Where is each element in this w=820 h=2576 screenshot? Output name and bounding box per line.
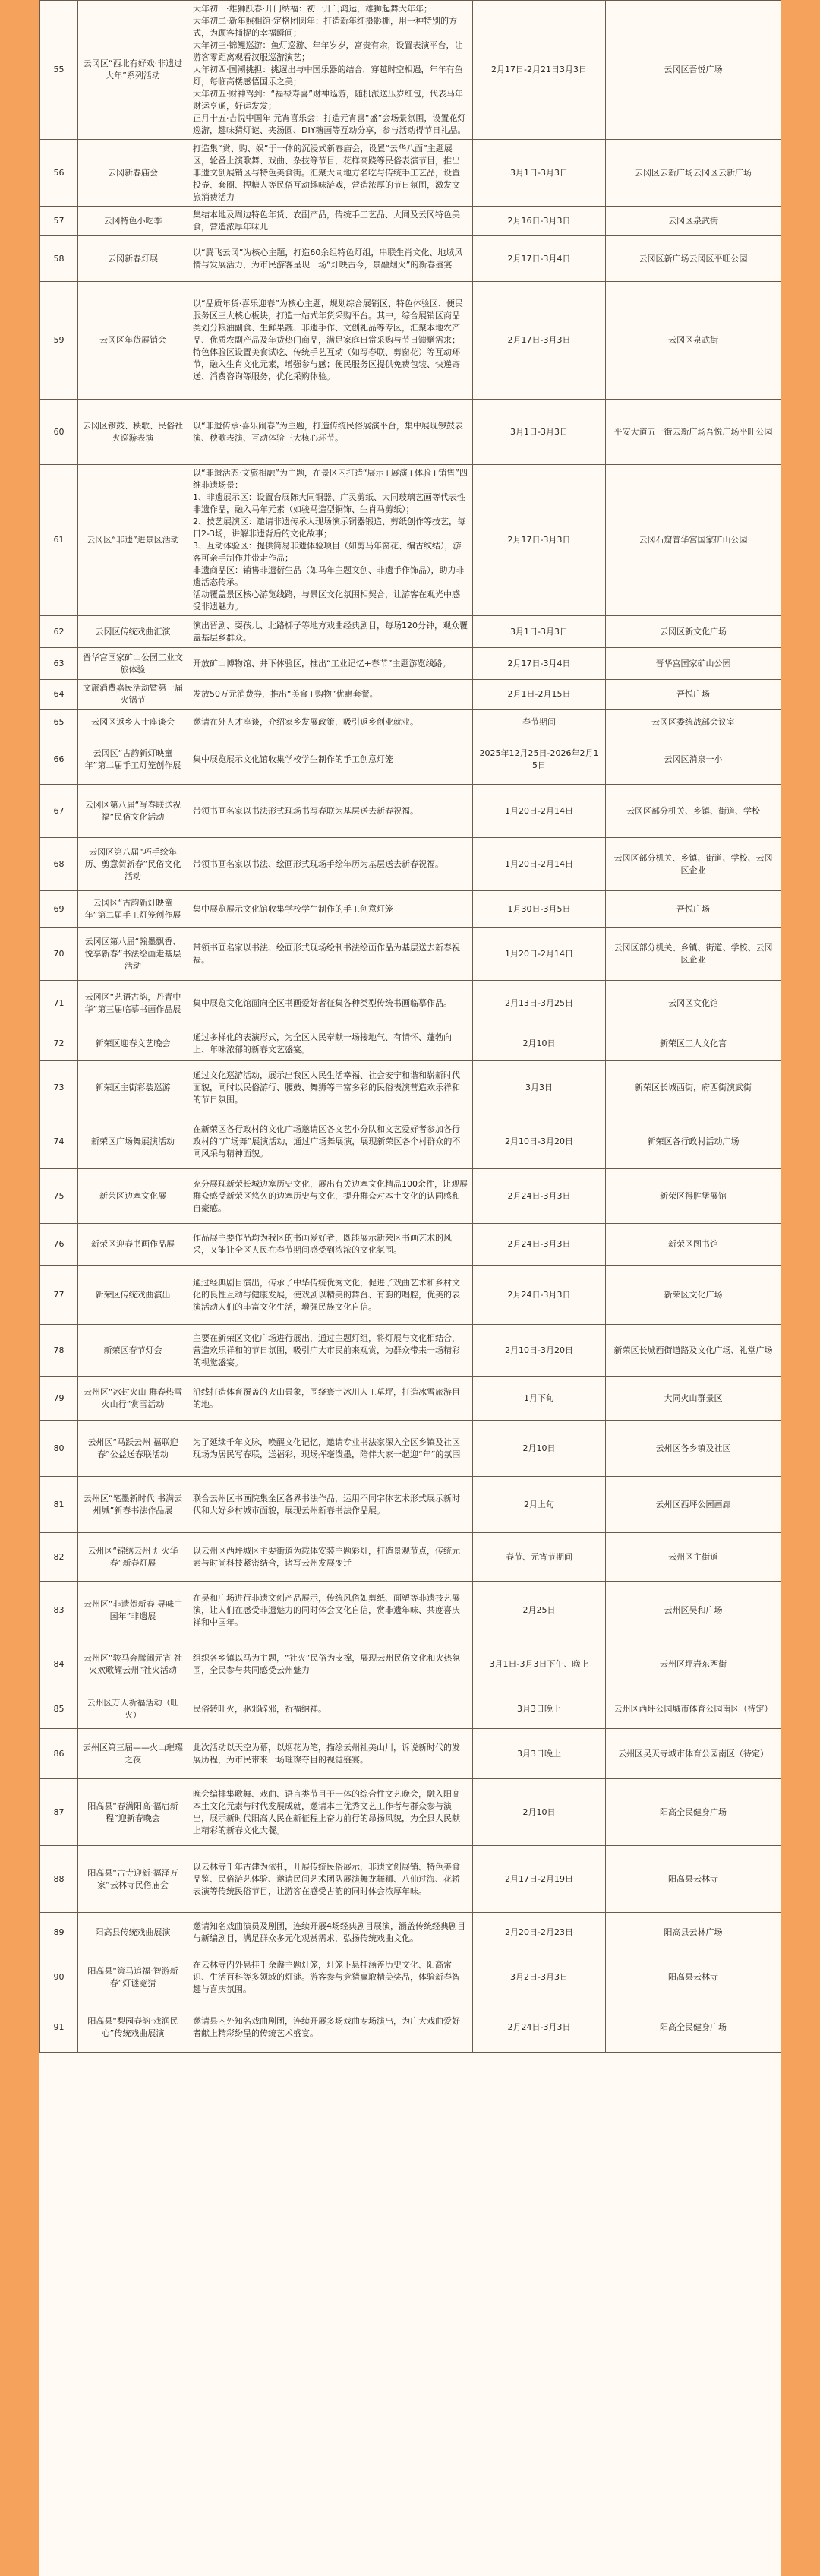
table-row xyxy=(40,1169,781,1224)
table-row xyxy=(40,1026,781,1061)
content-line: 打造集“赏、购、娱”于一体的沉浸式新春庙会，设置“云华八面”主题展区，轮番上演歌舞、戏曲、杂技等节目，花样高跷等民俗表演节目，推出非遗文创展销区与特色美食街。汇聚大同地方名吃与传统手工艺品，设置投壶、套圈、捏糖人等民俗互动趣味游戏，营造浓厚的节日氛围，激发文旅消费活力 xyxy=(193,143,460,202)
content-line: 邀请县内外知名戏曲剧团，连续开展多场戏曲专场演出，为广大戏曲爱好者献上精彩纷呈的传统艺术盛宴。 xyxy=(193,2015,460,2038)
activity-name: 云冈新春庙会 xyxy=(78,140,188,207)
activity-content xyxy=(188,735,473,785)
row-number: 86 xyxy=(40,1729,78,1779)
row-number: 80 xyxy=(40,1421,78,1477)
activity-name: 云冈特色小吃季 xyxy=(78,207,188,236)
table-row xyxy=(40,2002,781,2053)
content-line: 充分展现新荣长城边塞历史文化，展出有关边塞文化精品100余件，让观展群众感受新荣区悠久的边塞历史与文化，提升群众对本土文化的认同感和自豪感。 xyxy=(193,1178,468,1213)
activity-content xyxy=(188,282,473,400)
activity-content xyxy=(188,400,473,465)
activity-name: 云冈区“非遗”进景区活动 xyxy=(78,465,188,616)
activity-content xyxy=(188,1,473,140)
content-line: 大年初五·财神驾到：“福禄寿喜”财神巡游，随机派送压岁红包，代表马年财运亨通，好运发发； xyxy=(193,89,463,111)
activity-time: 3月3日晚上 xyxy=(473,1689,606,1729)
row-number: 82 xyxy=(40,1533,78,1582)
row-number: 63 xyxy=(40,648,78,680)
content-line: 通过文化巡游活动，展示出我区人民生活幸福、社会安宁和谐和崭新时代面貌，同时以民俗游行、腰鼓、舞狮等丰富多彩的民俗表演营造欢乐祥和的节日氛围。 xyxy=(193,1070,460,1105)
content-line: 此次活动以天空为幕，以烟花为笔，描绘云州社美山川，诉说新时代的发展历程，为市民带来一场璀璨夺目的视觉盛宴。 xyxy=(193,1742,460,1765)
activity-name: 云冈区“艺语古韵，丹青中华”第三届临摹书画作品展 xyxy=(78,981,188,1026)
table-row xyxy=(40,1639,781,1689)
activity-content xyxy=(188,680,473,710)
activity-time: 3月1日-3月3日 xyxy=(473,616,606,648)
activity-time: 2月17日-3月3日 xyxy=(473,465,606,616)
table-row xyxy=(40,785,781,838)
activity-place: 云冈区新文化广场 xyxy=(606,616,781,648)
content-line: 集中展览文化馆面向全区书画爱好者征集各种类型传统书画临摹作品。 xyxy=(193,997,452,1008)
table-row xyxy=(40,400,781,465)
activity-name: 云冈新春灯展 xyxy=(78,236,188,282)
table-row xyxy=(40,838,781,891)
row-number: 91 xyxy=(40,2002,78,2053)
activity-place: 新荣区得胜堡展馆 xyxy=(606,1169,781,1224)
row-number: 57 xyxy=(40,207,78,236)
activity-place: 吾悦广场 xyxy=(606,680,781,710)
content-line: 以云州区西坪城区主要街道为载体安装主题彩灯，打造景观节点，传统元素与时尚科技紧密结合，诸写云州发展变迁 xyxy=(193,1545,460,1568)
activity-content xyxy=(188,1114,473,1169)
row-number: 89 xyxy=(40,1913,78,1952)
activity-place: 云州区吴天寺城市体育公园南区（待定） xyxy=(606,1729,781,1779)
row-number: 70 xyxy=(40,928,78,981)
activity-place: 吾悦广场 xyxy=(606,891,781,928)
row-number: 87 xyxy=(40,1779,78,1846)
activity-time: 3月2日-3月3日 xyxy=(473,1952,606,2002)
table-row xyxy=(40,1266,781,1325)
activity-content xyxy=(188,1224,473,1266)
activity-place: 云州区西坪公园画廊 xyxy=(606,1477,781,1533)
table-row xyxy=(40,981,781,1026)
activity-name: 新荣区迎春文艺晚会 xyxy=(78,1026,188,1061)
activity-name: 新荣区边塞文化展 xyxy=(78,1169,188,1224)
content-line: 晚会编排集歌舞、戏曲、语言类节目于一体的综合性文艺晚会，融入阳高本土文化元素与时代发展成就，邀请本土优秀文艺工作者与群众参与演出，展示新时代阳高人民在新征程上奋力前行的昂扬风貌，为全县人民献上精彩的新春文化大餐。 xyxy=(193,1788,460,1835)
activity-name: 云州区“锦绣云州 灯火华春”新春灯展 xyxy=(78,1533,188,1582)
row-number: 74 xyxy=(40,1114,78,1169)
activity-time: 2025年12月25日-2026年2月15日 xyxy=(473,735,606,785)
table-row xyxy=(40,1729,781,1779)
activity-time: 2月17日-3月4日 xyxy=(473,236,606,282)
row-number: 77 xyxy=(40,1266,78,1325)
activity-place: 大同火山群景区 xyxy=(606,1377,781,1421)
table-row xyxy=(40,1582,781,1639)
activity-name: 文旅消费嘉民活动暨第一届火锅节 xyxy=(78,680,188,710)
activity-place: 云冈区文化馆 xyxy=(606,981,781,1026)
activity-content xyxy=(188,928,473,981)
activity-content xyxy=(188,1779,473,1846)
table-row xyxy=(40,680,781,710)
table-row xyxy=(40,140,781,207)
row-number: 61 xyxy=(40,465,78,616)
row-number: 69 xyxy=(40,891,78,928)
row-number: 60 xyxy=(40,400,78,465)
table-row xyxy=(40,1913,781,1952)
table-row xyxy=(40,1377,781,1421)
table-row xyxy=(40,1779,781,1846)
activity-name: 新荣区春节灯会 xyxy=(78,1325,188,1377)
activity-name: 阳高县“古寺迎新·福泽万家”云林寺民俗庙会 xyxy=(78,1846,188,1913)
activity-time: 2月24日-3月3日 xyxy=(473,1169,606,1224)
table-row xyxy=(40,735,781,785)
activity-time: 1月下旬 xyxy=(473,1377,606,1421)
table-row xyxy=(40,928,781,981)
activity-content xyxy=(188,1639,473,1689)
activity-time: 2月17日-3月3日 xyxy=(473,282,606,400)
activity-name: 云冈区“古韵新灯映童年”第二届手工灯笼创作展 xyxy=(78,891,188,928)
row-number: 55 xyxy=(40,1,78,140)
activity-name: 阳高县“春满阳高·福启新程”迎新春晚会 xyxy=(78,1779,188,1846)
table-row xyxy=(40,282,781,400)
activity-place: 云冈石窟普华宫国家矿山公园 xyxy=(606,465,781,616)
row-number: 76 xyxy=(40,1224,78,1266)
activity-name: 新荣区广场舞展演活动 xyxy=(78,1114,188,1169)
content-line: 民俗转旺火，驱邪辟邪，祈福纳祥。 xyxy=(193,1703,326,1714)
activity-name: 新荣区传统戏曲演出 xyxy=(78,1266,188,1325)
content-line: 3、互动体验区：提供简易非遗体验项目（如剪马年窗花、编古纹结），游客可亲手制作并带走作品； xyxy=(193,541,462,563)
activity-place: 新荣区文化广场 xyxy=(606,1266,781,1325)
activity-name: 阳高县“策马追福·智游新春”灯谜竞猜 xyxy=(78,1952,188,2002)
activity-place: 新荣区各行政村活动广场 xyxy=(606,1114,781,1169)
content-line: 带领书画名家以书法、绘画形式现场手绘年历为基层送去新春祝福。 xyxy=(193,858,443,869)
activity-content xyxy=(188,140,473,207)
content-line: 以“非遗活态·文旅相融”为主题，在景区内打造“展示+展演+体验+销售”四维非遗场景： xyxy=(193,468,468,490)
row-number: 90 xyxy=(40,1952,78,2002)
activity-table-body xyxy=(40,1,781,2053)
activity-name: 云冈区返乡人士座谈会 xyxy=(78,710,188,735)
row-number: 79 xyxy=(40,1377,78,1421)
activity-content xyxy=(188,1377,473,1421)
row-number: 68 xyxy=(40,838,78,891)
activity-content xyxy=(188,2002,473,2053)
activity-content xyxy=(188,1061,473,1114)
content-line: 集结本地及周边特色年货、农副产品，传统手工艺品、大同及云冈特色美食，营造浓厚年味儿 xyxy=(193,210,460,232)
activity-place: 云冈区委统战部会议室 xyxy=(606,710,781,735)
row-number: 56 xyxy=(40,140,78,207)
row-number: 58 xyxy=(40,236,78,282)
activity-name: 晋华宫国家矿山公园工业文旅体验 xyxy=(78,648,188,680)
activity-name: 云州区“冰封火山 群春热雪火山行”赏雪活动 xyxy=(78,1377,188,1421)
table-row xyxy=(40,1061,781,1114)
content-line: 为了延续千年文脉，唤醒文化记忆，邀请专业书法家深入全区乡镇及社区现场为居民写春联，送福彩，现场挥毫泼墨，陪伴大家一起迎“年”的氛围 xyxy=(193,1437,461,1459)
activity-time: 2月10日 xyxy=(473,1421,606,1477)
content-line: 作品展主要作品均为我区的书画爱好者，既能展示新荣区书画艺术的风采，又能让全区人民在春节期间感受到浓浓的文化氛围。 xyxy=(193,1233,452,1255)
activity-content xyxy=(188,1689,473,1729)
activity-time: 2月24日-3月3日 xyxy=(473,1266,606,1325)
activity-time: 3月1日-3月3日 xyxy=(473,140,606,207)
activity-content xyxy=(188,1582,473,1639)
activity-table xyxy=(39,0,781,2053)
table-row xyxy=(40,1114,781,1169)
activity-place: 平安大道五一街云新广场吾悦广场平旺公园 xyxy=(606,400,781,465)
activity-name: 云州区第三届——火山璀璨之夜 xyxy=(78,1729,188,1779)
activity-place: 云州区坪岩东西街 xyxy=(606,1639,781,1689)
activity-place: 阳高县云林寺 xyxy=(606,1952,781,2002)
activity-place: 云冈区部分机关、乡镇、街道、学校、云冈区企业 xyxy=(606,838,781,891)
content-line: 1、非遗展示区：设置台展陈大同铜器、广灵剪纸、大同玻璃艺画等代表性非遗作品，融入马年元素（如骏马造型铜饰、生肖马剪纸）； xyxy=(193,492,465,514)
activity-place: 云冈区吾悦广场 xyxy=(606,1,781,140)
table-row xyxy=(40,616,781,648)
activity-time: 2月20日-2月23日 xyxy=(473,1913,606,1952)
content-line: 大年初四·国潮挑担：挑遛出与中国乐器的结合，穿越时空相遇，年年有鱼灯，每临高楼感悟国乐之美； xyxy=(193,65,463,87)
content-line: 2、技艺展演区：邀请非遗传承人现场演示铜器锻造、剪纸创作等技艺，每日2-3场，讲解非遗背后的文化故事； xyxy=(193,517,465,539)
table-row xyxy=(40,710,781,735)
content-line: 活动覆盖景区核心游览线路，与景区文化氛围相契合，让游客在观光中感受非遗魅力。 xyxy=(193,589,460,612)
activity-name: 云冈区“西北有好戏·非遗过大年”系列活动 xyxy=(78,1,188,140)
row-number: 78 xyxy=(40,1325,78,1377)
activity-content xyxy=(188,1266,473,1325)
activity-name: 阳高县“梨园春韵·戏润民心”传统戏曲展演 xyxy=(78,2002,188,2053)
activity-content xyxy=(188,236,473,282)
activity-content xyxy=(188,1026,473,1061)
activity-time: 3月1日-3月3日 xyxy=(473,400,606,465)
content-line: 大年初二·新年照相馆·定格团圆年：打造新年红摄影棚，用一种特别的方式，为顾客捕捉的幸福瞬间； xyxy=(193,16,457,38)
activity-content xyxy=(188,1846,473,1913)
table-row xyxy=(40,1,781,140)
row-number: 59 xyxy=(40,282,78,400)
row-number: 81 xyxy=(40,1477,78,1533)
row-number: 72 xyxy=(40,1026,78,1061)
row-number: 88 xyxy=(40,1846,78,1913)
activity-content xyxy=(188,891,473,928)
content-line: 主要在新荣区文化广场进行展出，通过主题灯组，将灯展与文化相结合，营造欢乐祥和的节日氛围，吸引广大市民前来观赏，为群众带来一场精彩的视觉盛宴。 xyxy=(193,1332,460,1367)
activity-time: 2月10日 xyxy=(473,1026,606,1061)
content-line: 邀请在外人才座谈，介绍家乡发展政策，吸引返乡创业就业。 xyxy=(193,716,418,727)
row-number: 71 xyxy=(40,981,78,1026)
content-line: 发放50万元消费券，推出“美食+购物”优惠套餐。 xyxy=(193,689,378,699)
content-line: 开放矿山博物馆、井下体验区，推出“工业记忆+春节”主题游览线路。 xyxy=(193,658,451,668)
activity-time: 2月10日 xyxy=(473,1779,606,1846)
activity-content xyxy=(188,465,473,616)
document-frame xyxy=(39,0,781,2576)
activity-place: 云冈区泉武街 xyxy=(606,282,781,400)
activity-place: 云冈区泉武街 xyxy=(606,207,781,236)
activity-time: 1月20日-2月14日 xyxy=(473,928,606,981)
content-line: 正月十五·吉悦中国年 元宵喜乐会：打造元宵喜“盛”会场景氛围，设置花灯巡游，趣味猜灯谜、夹汤圆、DIY糖画等互动分享，参与活动得节日礼品。 xyxy=(193,113,466,135)
activity-time: 2月10日-3月20日 xyxy=(473,1114,606,1169)
activity-time: 2月17日-2月19日 xyxy=(473,1846,606,1913)
table-row xyxy=(40,1952,781,2002)
activity-place: 云州区西坪公园城市体育公园南区（待定） xyxy=(606,1689,781,1729)
activity-place: 云冈区消泉一小 xyxy=(606,735,781,785)
activity-name: 云州区“骏马奔腾闹元宵 社火欢歌耀云州”社火活动 xyxy=(78,1639,188,1689)
table-row xyxy=(40,1689,781,1729)
content-line: 演出晋剧、耍孩儿、北路梆子等地方戏曲经典剧目，每场120分钟，观众覆盖基层乡群众。 xyxy=(193,620,468,643)
content-line: 通过多样化的表演形式，为全区人民奉献一场接地气、有情怀、蓬勃向上、年味浓郁的新春文艺盛宴。 xyxy=(193,1032,452,1054)
content-line: 集中展览展示文化馆收集学校学生制作的手工创意灯笼 xyxy=(193,903,393,914)
activity-time: 2月24日-3月3日 xyxy=(473,2002,606,2053)
row-number: 67 xyxy=(40,785,78,838)
content-line: 带领书画名家以书法、绘画形式现场绘制书法绘画作品为基层送去新春祝福。 xyxy=(193,942,460,965)
table-row xyxy=(40,236,781,282)
content-line: 沿线打造体育覆盖的火山景象，围绕寰宇冰川人工草坪，打造冰雪旅游目的地。 xyxy=(193,1386,460,1409)
row-number: 66 xyxy=(40,735,78,785)
activity-time: 2月24日-3月3日 xyxy=(473,1224,606,1266)
activity-name: 云州区“马跃云州 福联迎春”公益送春联活动 xyxy=(78,1421,188,1477)
activity-time: 2月10日-3月20日 xyxy=(473,1325,606,1377)
content-line: 以“非遗传承·喜乐闹春”为主题，打造传统民俗展演平台，集中展现锣鼓表演、秧歌表演、互动体验三大核心环节。 xyxy=(193,420,463,443)
activity-content xyxy=(188,785,473,838)
activity-content xyxy=(188,1421,473,1477)
table-row xyxy=(40,1421,781,1477)
activity-place: 云州区各乡镇及社区 xyxy=(606,1421,781,1477)
table-row xyxy=(40,1533,781,1582)
activity-time: 3月3日 xyxy=(473,1061,606,1114)
activity-name: 云州区“非遗贺新春 寻味中国年”非遗展 xyxy=(78,1582,188,1639)
row-number: 62 xyxy=(40,616,78,648)
activity-name: 云冈区传统戏曲汇演 xyxy=(78,616,188,648)
table-row xyxy=(40,1477,781,1533)
activity-place: 新荣区图书馆 xyxy=(606,1224,781,1266)
activity-content xyxy=(188,1477,473,1533)
activity-content xyxy=(188,1952,473,2002)
content-line: 集中展览展示文化馆收集学校学生制作的手工创意灯笼 xyxy=(193,754,393,764)
activity-content xyxy=(188,710,473,735)
activity-content xyxy=(188,616,473,648)
activity-content xyxy=(188,648,473,680)
activity-name: 云冈区年货展销会 xyxy=(78,282,188,400)
activity-name: 云冈区锣鼓、秧歌、民俗社火巡游表演 xyxy=(78,400,188,465)
content-line: 在吴和广场进行非遗文创产品展示，传统风俗如剪纸、面塑等非遗技艺展演，让人们在感受非遗魅力的同时体会文化自信，赏非遗年味、共度喜庆祥和中国年。 xyxy=(193,1592,460,1627)
row-number: 83 xyxy=(40,1582,78,1639)
activity-content xyxy=(188,1325,473,1377)
activity-name: 云冈区“古韵新灯映童年”第二届手工灯笼创作展 xyxy=(78,735,188,785)
activity-content xyxy=(188,981,473,1026)
activity-place: 新荣区工人文化宫 xyxy=(606,1026,781,1061)
content-line: 以“品质年货·喜乐迎春”为核心主题，规划综合展销区、特色体验区、便民服务区三大核心板块，打造一站式年货采购平台。其中，综合展销区商品类划分粮油副食、生鲜果蔬、非遗手作、文创礼品等专区，汇聚本地农产品、优质农副产品及年货热门商品，满足家庭日常采购与节日馈赠需求；特色体验区设置美食试吃、传统手艺互动（如写春联、剪窗花）等互动环节，融入生肖文化元素，增强参与感；便民服务区提供免费包装、快递寄送、消费咨询等服务，优化采购体验。 xyxy=(193,299,463,381)
activity-place: 阳高县云林寺 xyxy=(606,1846,781,1913)
content-line: 组织各乡镇以马为主题，“社火”民俗为支撑，展现云州民俗文化和火热氛围，全民参与共同感受云州魅力 xyxy=(193,1652,461,1675)
activity-place: 新荣区长城西街，府西街演武街 xyxy=(606,1061,781,1114)
activity-time: 2月上旬 xyxy=(473,1477,606,1533)
activity-name: 云冈区第八届“写春联送祝福”民俗文化活动 xyxy=(78,785,188,838)
activity-time: 2月25日 xyxy=(473,1582,606,1639)
activity-content xyxy=(188,1533,473,1582)
activity-name: 云州区万人祈福活动（旺火） xyxy=(78,1689,188,1729)
activity-place: 云冈区新广场云冈区平旺公园 xyxy=(606,236,781,282)
activity-content xyxy=(188,1169,473,1224)
activity-time: 2月16日-3月3日 xyxy=(473,207,606,236)
activity-place: 晋华宫国家矿山公园 xyxy=(606,648,781,680)
content-line: 在新荣区各行政村的文化广场邀请区各文艺小分队和文艺爱好者参加各行政村的“广场舞”展演活动，通过广场舞展演，展现新荣区各个村群众的不同风采与精神面貌。 xyxy=(193,1124,461,1158)
content-line: 以“腾飞云冈”为核心主题，打造60余组特色灯组，串联生肖文化、地域风情与发展活力，为市民游客呈现一场“灯映古今，景融烟火”的新春盛宴 xyxy=(193,247,463,270)
table-row xyxy=(40,891,781,928)
activity-place: 云冈区部分机关、乡镇、街道、学校、云冈区企业 xyxy=(606,928,781,981)
row-number: 84 xyxy=(40,1639,78,1689)
activity-name: 云冈区第八届“翰墨飘香、悦享新春”书法绘画走基层活动 xyxy=(78,928,188,981)
activity-name: 新荣区迎春书画作品展 xyxy=(78,1224,188,1266)
activity-time: 2月13日-3月25日 xyxy=(473,981,606,1026)
content-line: 带领书画名家以书法形式现场书写春联为基层送去新春祝福。 xyxy=(193,805,418,816)
table-row xyxy=(40,1224,781,1266)
activity-place: 云冈区云新广场云冈区云新广场 xyxy=(606,140,781,207)
content-line: 在云林寺内外悬挂千余盏主题灯笼，灯笼下悬挂涵盖历史文化、阳高常识、生活百科等多领域的灯谜。游客参与竞猜赢取精美奖品，体验新春智趣与喜庆氛围。 xyxy=(193,1959,460,1994)
activity-time: 1月20日-2月14日 xyxy=(473,785,606,838)
row-number: 64 xyxy=(40,680,78,710)
activity-time: 2月17日-2月21日3月3日 xyxy=(473,1,606,140)
table-row xyxy=(40,1846,781,1913)
activity-time: 3月3日晚上 xyxy=(473,1729,606,1779)
table-row xyxy=(40,465,781,616)
activity-content xyxy=(188,838,473,891)
activity-place: 阳高全民健身广场 xyxy=(606,2002,781,2053)
content-line: 通过经典剧目演出，传承了中华传统优秀文化，促进了戏曲艺术和乡村文化的良性互动与健康发展，使戏剧以精美的舞台、有韵的唱腔，优美的表演活动人们的丰富文化生活，增强民族文化自信。 xyxy=(193,1277,460,1312)
row-number: 75 xyxy=(40,1169,78,1224)
activity-content xyxy=(188,1729,473,1779)
activity-place: 新荣区长城西街道路及文化广场、礼堂广场 xyxy=(606,1325,781,1377)
activity-place: 阳高全民健身广场 xyxy=(606,1779,781,1846)
table-row xyxy=(40,1325,781,1377)
activity-content xyxy=(188,207,473,236)
activity-time: 3月1日-3月3日下午、晚上 xyxy=(473,1639,606,1689)
activity-name: 云冈区第八届“巧手绘年历、剪意贺新春”民俗文化活动 xyxy=(78,838,188,891)
content-line: 非遗商品区：销售非遗衍生品（如马年主题文创、非遗手作饰品），助力非遗活态传承。 xyxy=(193,565,465,587)
activity-place: 云州区主街道 xyxy=(606,1533,781,1582)
table-row xyxy=(40,648,781,680)
activity-name: 新荣区主街彩装巡游 xyxy=(78,1061,188,1114)
row-number: 65 xyxy=(40,710,78,735)
activity-name: 阳高县传统戏曲展演 xyxy=(78,1913,188,1952)
activity-time: 1月30日-3月5日 xyxy=(473,891,606,928)
activity-place: 阳高县云林广场 xyxy=(606,1913,781,1952)
activity-name: 云州区“笔墨新时代 书满云州城”新春书法作品展 xyxy=(78,1477,188,1533)
activity-time: 春节期间 xyxy=(473,710,606,735)
activity-time: 2月1日-2月15日 xyxy=(473,680,606,710)
activity-content xyxy=(188,1913,473,1952)
activity-place: 云冈区部分机关、乡镇、街道、学校 xyxy=(606,785,781,838)
activity-time: 春节、元宵节期间 xyxy=(473,1533,606,1582)
table-row xyxy=(40,207,781,236)
content-line: 大年初三·锦鲤巡游：鱼灯巡游、年年岁岁，富贵有余，设置表演平台，让游客零距离观看汉服巡游演艺； xyxy=(193,40,463,62)
row-number: 85 xyxy=(40,1689,78,1729)
row-number: 73 xyxy=(40,1061,78,1114)
activity-time: 2月17日-3月4日 xyxy=(473,648,606,680)
activity-time: 1月20日-2月14日 xyxy=(473,838,606,891)
content-line: 邀请知名戏曲演员及剧团，连续开展4场经典剧目展演，涵盖传统经典剧目与新编剧目，满足群众多元化观赏需求，弘扬传统戏曲文化。 xyxy=(193,1920,465,1943)
content-line: 以云林寺千年古建为依托，开展传统民俗展示，非遗文创展销、特色美食品鉴、民俗游艺体验、邀请民间艺术团队展演舞龙舞狮、八仙过海、花轿表演等传统民俗节目，让游客在感受古韵的同时体会浓厚年味。 xyxy=(193,1861,460,1896)
content-line: 大年初一·雄狮跃春·开门纳福：初一开门鸿运，雄狮起舞大年年； xyxy=(193,4,432,14)
activity-place: 云州区吴和广场 xyxy=(606,1582,781,1639)
content-line: 联合云州区书画院集全区各界书法作品，运用不同字体艺术形式展示新时代和大好乡村城市面貌，展现云州新春书法作品展。 xyxy=(193,1493,460,1516)
